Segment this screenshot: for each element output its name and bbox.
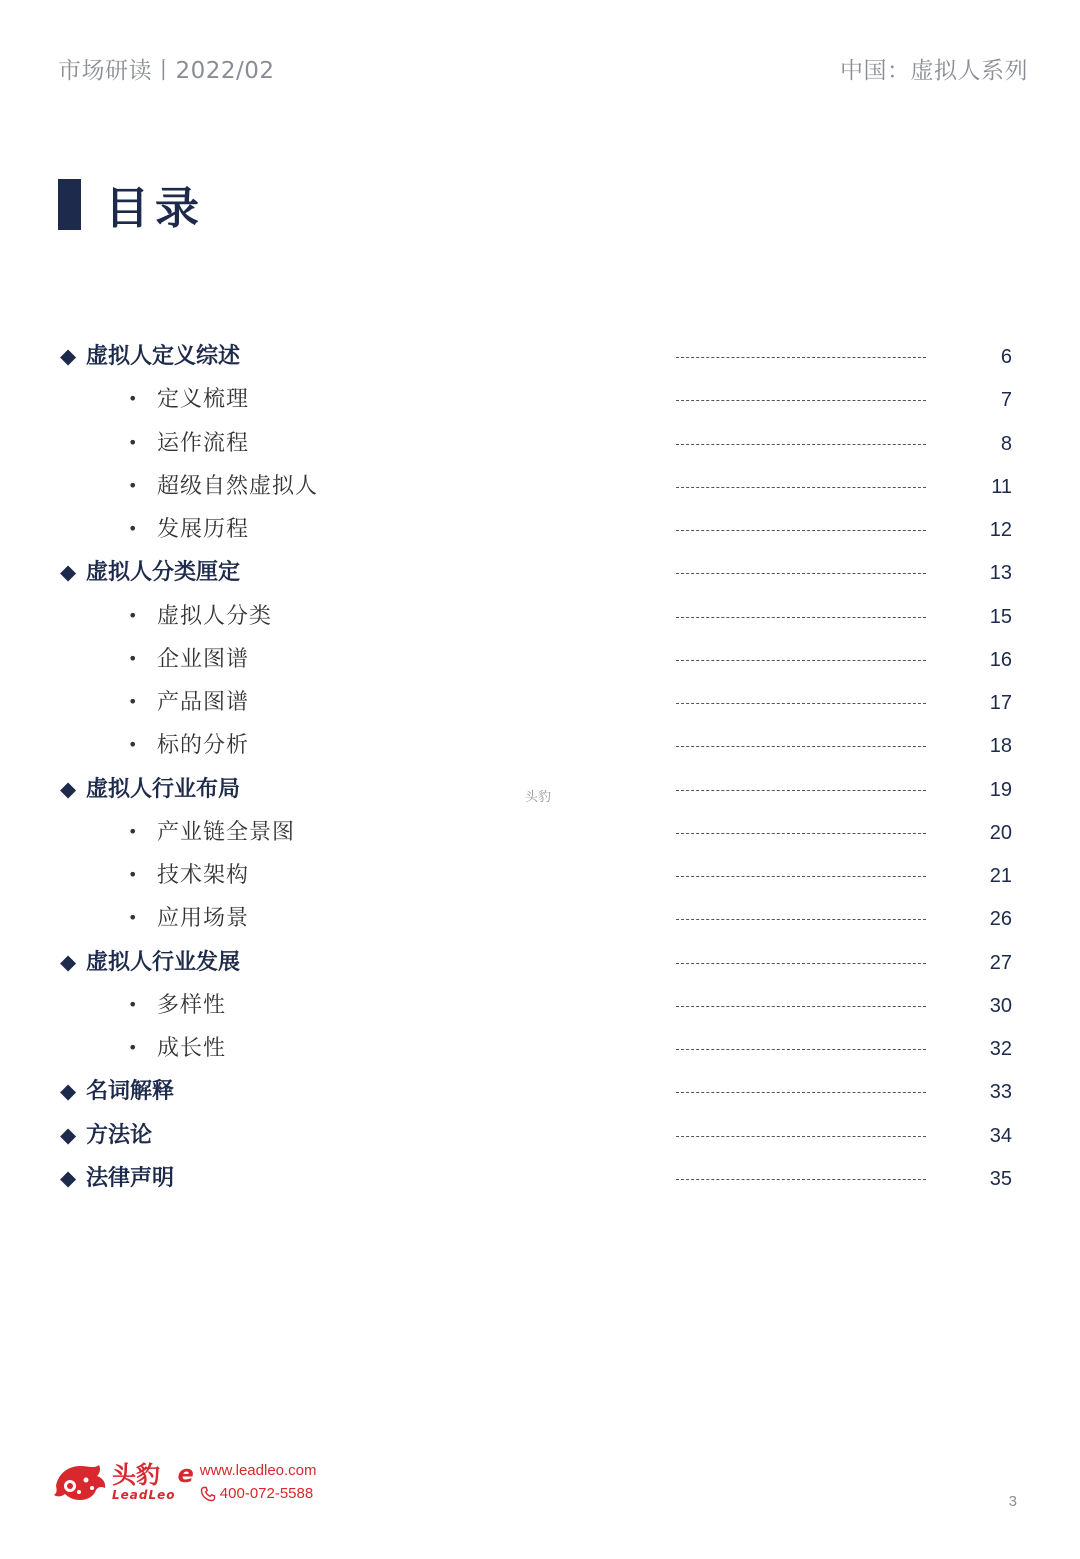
toc-page-number: 34 [989,1124,1012,1147]
toc-leader-dashes [676,357,926,358]
toc-entry-label: 虚拟人定义综述 [86,344,241,369]
diamond-bullet-icon: ◆ [60,1165,77,1190]
website-link[interactable]: www.leadleo.com [199,1462,317,1479]
diamond-bullet-icon: ◆ [60,344,77,368]
dot-bullet-icon: • [128,735,138,755]
toc-entry-label: 名词解释 [86,1079,175,1105]
toc-page-number: 8 [1000,432,1012,455]
toc-section-row[interactable] [0,1070,1080,1113]
toc-page-number: 17 [989,692,1012,714]
toc-entry-label: 产品图谱 [157,690,250,715]
toc-section-row[interactable] [0,1114,1080,1157]
diamond-bullet-icon: ◆ [60,949,77,974]
toc-leader-dashes [676,487,926,488]
toc-leader-dashes [676,400,926,401]
page-title: 目录 [105,183,205,234]
toc-entry-label: 标的分析 [157,733,250,759]
logo-english-name: LeadLeo [112,1488,176,1502]
toc-entry-label: 运作流程 [157,430,250,456]
toc-entry-label: 技术架构 [157,863,250,888]
toc-page-number: 33 [989,1081,1012,1104]
toc-page-number: 16 [989,648,1012,671]
toc-entry-label: 产业链全景图 [157,819,296,845]
toc-subsection-row[interactable] [0,465,1080,508]
logo-e-mark: e [177,1460,194,1488]
phone-row [200,1482,317,1505]
toc-subsection-row[interactable] [0,681,1080,724]
dot-bullet-icon: • [128,475,138,495]
toc-leader-dashes [676,573,926,574]
dot-bullet-icon: • [128,821,138,841]
dot-bullet-icon: • [128,865,138,884]
toc-leader-dashes [676,1092,926,1093]
dot-bullet-icon: • [128,389,138,409]
toc-leader-dashes [676,1179,926,1180]
toc-section-row[interactable] [0,941,1080,984]
diamond-bullet-icon: ◆ [60,560,77,585]
toc-page-number: 15 [989,605,1012,628]
toc-subsection-row[interactable] [0,595,1080,638]
dot-bullet-icon: • [128,692,138,711]
page-title-block [58,178,205,234]
toc-entry-label: 发展历程 [157,517,250,542]
toc-page-number: 12 [989,519,1012,541]
phone-number[interactable]: 400-072-5588 [219,1485,314,1502]
toc-subsection-row[interactable] [0,638,1080,681]
toc-page-number: 6 [1000,346,1012,368]
toc-page-number: 21 [989,865,1012,887]
toc-entry-label: 定义梳理 [157,387,250,413]
toc-entry-label: 应用场景 [157,906,250,932]
toc-subsection-row[interactable] [0,724,1080,767]
header-series-title: 中国：虚拟人系列 [840,58,1028,84]
toc-section-row[interactable] [0,1157,1080,1200]
toc-subsection-row[interactable] [0,378,1080,421]
toc-leader-dashes [676,703,926,704]
toc-leader-dashes [676,444,926,445]
footer-contact [200,1459,317,1505]
diamond-bullet-icon: ◆ [60,1079,77,1104]
toc-page-number: 27 [989,951,1012,974]
toc-section-row[interactable] [0,335,1080,378]
diamond-bullet-icon: ◆ [60,776,77,801]
toc-entry-label: 成长性 [157,1036,227,1061]
toc-leader-dashes [676,1049,926,1050]
toc-leader-dashes [676,1136,926,1137]
toc-page-number: 19 [989,778,1012,801]
toc-entry-label: 虚拟人分类厘定 [86,560,241,586]
toc-entry-label: 超级自然虚拟人 [157,473,319,499]
toc-page-number: 20 [989,821,1012,844]
toc-entry-label: 虚拟人分类 [157,603,273,629]
dot-bullet-icon: • [128,519,138,538]
dot-bullet-icon: • [128,1038,138,1057]
toc-subsection-row[interactable] [0,897,1080,940]
toc-subsection-row[interactable] [0,854,1080,897]
toc-subsection-row[interactable] [0,422,1080,465]
toc-entry-label: 法律声明 [86,1165,175,1191]
toc-page-number: 13 [989,562,1012,585]
toc-subsection-row[interactable] [0,984,1080,1027]
dot-bullet-icon: • [128,908,138,928]
toc-page-number: 11 [991,475,1012,498]
toc-leader-dashes [676,530,926,531]
toc-leader-dashes [676,790,926,791]
toc-subsection-row[interactable] [0,508,1080,551]
watermark: 头豹 [525,790,552,805]
page-number: 3 [1008,1493,1017,1510]
toc-leader-dashes [676,919,926,920]
leopard-logo-icon [52,1456,108,1508]
phone-icon [200,1486,216,1502]
header-report-type: 市场研读丨2022/02 [58,58,275,84]
logo-wordmark [112,1462,176,1502]
title-accent-bar [58,179,81,230]
dot-bullet-icon: • [128,994,138,1014]
dot-bullet-icon: • [128,605,138,625]
table-of-contents [0,335,1080,1200]
toc-entry-label: 虚拟人行业发展 [86,949,241,975]
dot-bullet-icon: • [128,648,138,668]
toc-leader-dashes [676,1006,926,1007]
toc-entry-label: 企业图谱 [157,646,250,672]
toc-section-row[interactable] [0,551,1080,594]
toc-entry-label: 多样性 [157,992,227,1018]
toc-page-number: 30 [989,994,1012,1017]
toc-page-number: 35 [989,1167,1012,1190]
dot-bullet-icon: • [128,432,138,452]
toc-leader-dashes [676,876,926,877]
logo-chinese-name: 头豹 [112,1461,160,1489]
footer-brand [52,1456,317,1508]
toc-leader-dashes [676,617,926,618]
toc-page-number: 26 [989,908,1012,931]
toc-subsection-row[interactable] [0,811,1080,854]
toc-subsection-row[interactable] [0,1027,1080,1070]
toc-leader-dashes [676,833,926,834]
toc-leader-dashes [676,963,926,964]
toc-entry-label: 虚拟人行业布局 [86,776,241,802]
diamond-bullet-icon: ◆ [60,1122,77,1147]
toc-page-number: 32 [989,1038,1012,1060]
toc-page-number: 7 [1000,389,1012,412]
toc-entry-label: 方法论 [86,1122,153,1148]
toc-page-number: 18 [989,735,1012,758]
toc-leader-dashes [676,746,926,747]
toc-leader-dashes [676,660,926,661]
